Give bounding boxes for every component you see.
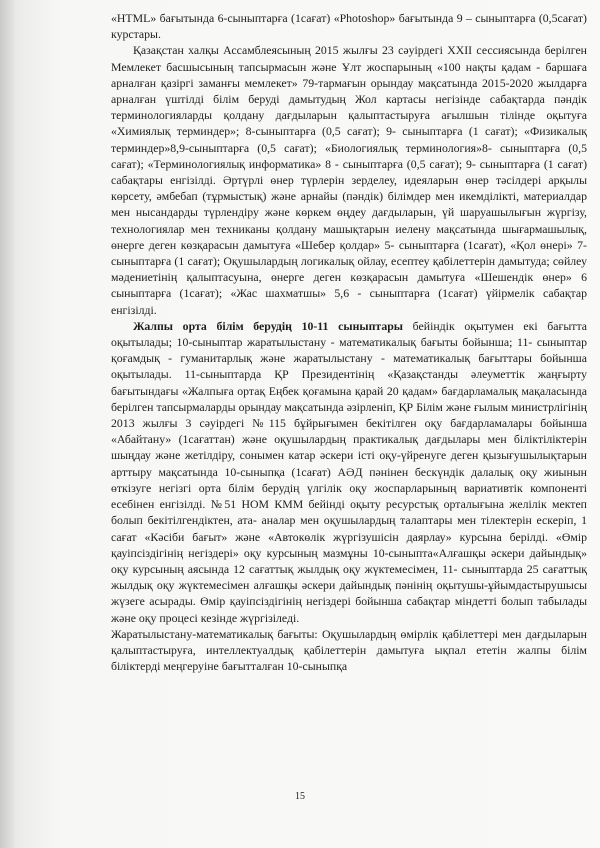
paragraph-2 <box>111 42 587 317</box>
paragraph-3-text: бейіндік оқытумен екі бағытта оқытылады; 10-сыныптар жаратылыстану - математикалық бағыты бойынша; 11- сыныптар қоғамдық - гуманитарлық және жаратылыстану - математикалық бағыттары бойынша оқытылады. 11-сыныптарда ҚР Президентінің «Қазақстанды әлеуметтік жаңғырту бағытындағы «Жалпыға ортақ Еңбек қоғамына қарай 20 қадам» бағдарламалық мақаласында берілген тапсырмаларды орындау мақсатында әзірленіп, ҚР Білім және ғылым министрлігінің 2013 жылғы 3 сәуірдегі №115 бұйрығымен бекітілген оқу бағдарламалары бойынша «Абайтану» (1сағаттан) және оқушылардың практикалық дағдылары мен біліктіліктерін шыңдау және жетілдіру, сонымен катар әскери істі оқу-үйренуге деген қызығушылықтарын арттыру мақсатында 10-сыныпқа (1сағат) АӘД пәнінен бескүндік далалық оқу жиынын өткізуге негізгі орта білім берудің үлгілік оқу жоспарларының вариативтік компоненті есебінен енгізілді. №51 НОМ КММ бейінді оқыту ресурстық орталығына желілік мектеп болып бекітілгендіктен, ата- аналар мен оқушылардың талаптары мен тілектерін ескеріп, 1 сағат «Кәсіби бағыт» және «Автокөлік жүргізушісін даярлау» курсына берілді. «Өмір қауіпсіздігінің негіздері» оқу курсының мазмұны 10-сыныпта«Алғашқы әскери дайындық» оқу курсының аясында 12 сағаттық жылдық оқу жүктемесімен, 11- сыныптарда 25 сағаттық жылдық оқу жүктемесімен алғашқы әскери дайындық пәнінің оқытушы-ұйымдастырушысы жүзеге асырады. Өмір қауіпсіздігінің негіздері бойынша сабақтар міндетті болып табылады және оқу процесі кезінде жүргізіледі. <box>111 318 587 625</box>
paragraph-3 <box>111 318 587 626</box>
paragraph-1-text: «HTML» бағытында 6-сыныптарға (1сағат) «Photoshop» бағытында 9 – сыныптарға (0,5сағат) курстары. <box>111 11 587 42</box>
paragraph-3-heading: Жалпы орта білім берудің 10-11 сыныптары <box>133 318 403 333</box>
paragraph-1 <box>111 10 587 42</box>
paragraph-4-text: Жаратылыстану-математикалық бағыты: Оқушылардың өмірлік қабілеттері мен дағдыларын қалыптастыруға, интеллектуалдық қабілеттерін дамытуға ықпал ететін жалпы білім біліктерді меңгеруіне бағытталған 10-сыныпқа <box>111 626 587 674</box>
page-binding-shadow <box>0 0 14 848</box>
paragraph-2-text: Қазақстан халқы Ассамблеясының 2015 жылғы 23 сәуірдегі XXII сессиясында берілген Мемлекет басшысының тапсырмасын және Ұлт жоспарының «100 нақты қадам - баршаға арналған қазіргі заманғы мемлекет» 79-тармағын орындау мақсатында 2015-2020 жылдарға арналған үштілді білім беруді дамытудың Жол картасы негізінде сабақтарда пәндік терминологияларды қолдану дағдыларын қалыптастыруға ағылшын тілінде оқытуға «Химиялық терминдер»; 8-сыныптарға (0,5 сағат); 9- сыныптарға (1 сағат); «Физикалық терминдер»8,9-сыныптарға (0,5 сағат); «Биологиялық терминология»8- сыныптарға (0,5 сағат); «Терминологиялық информатика» 8 - сыныптарға (0,5 сағат); 9- сыныптарға (1 сағат) сабақтары енгізілді. Әртүрлі өнер түрлерін зерделеу, идеяларын өнер тәсілдері арқылы көрсету, әмбебап (тұрмыстық) және арнайы (пәндік) білімдер мен икемділікті, материалдар мен нысандарды түрлендіру және көркем өңдеу дағдыларын, үй шаруашылығын жүргізу, технологиялар мен техниканы қолдану машықтарын иелену мақсатында шығармашылық, өнерге деген көзқарасын дамытуға «Шебер қолдар» 5- сыныптарға (1сағат), «Қол өнері» 7-сыныптарға (1 сағат); Оқушылардың логикалық ойлау, есептеу қабілеттерін дамытуда; сөйлеу мәдениетінің қалыптасуына, өнерге деген көзқарасын дамытуға «Шешендік өнер» 6 сыныптарға (1сағат); «Жас шахматшы» 5,6 - сыныптарға (1сағат) үйірмелік сабақтар енгізілді. <box>111 43 587 317</box>
document-body <box>111 10 587 674</box>
paragraph-4 <box>111 626 587 675</box>
page-number: 15 <box>295 791 305 802</box>
